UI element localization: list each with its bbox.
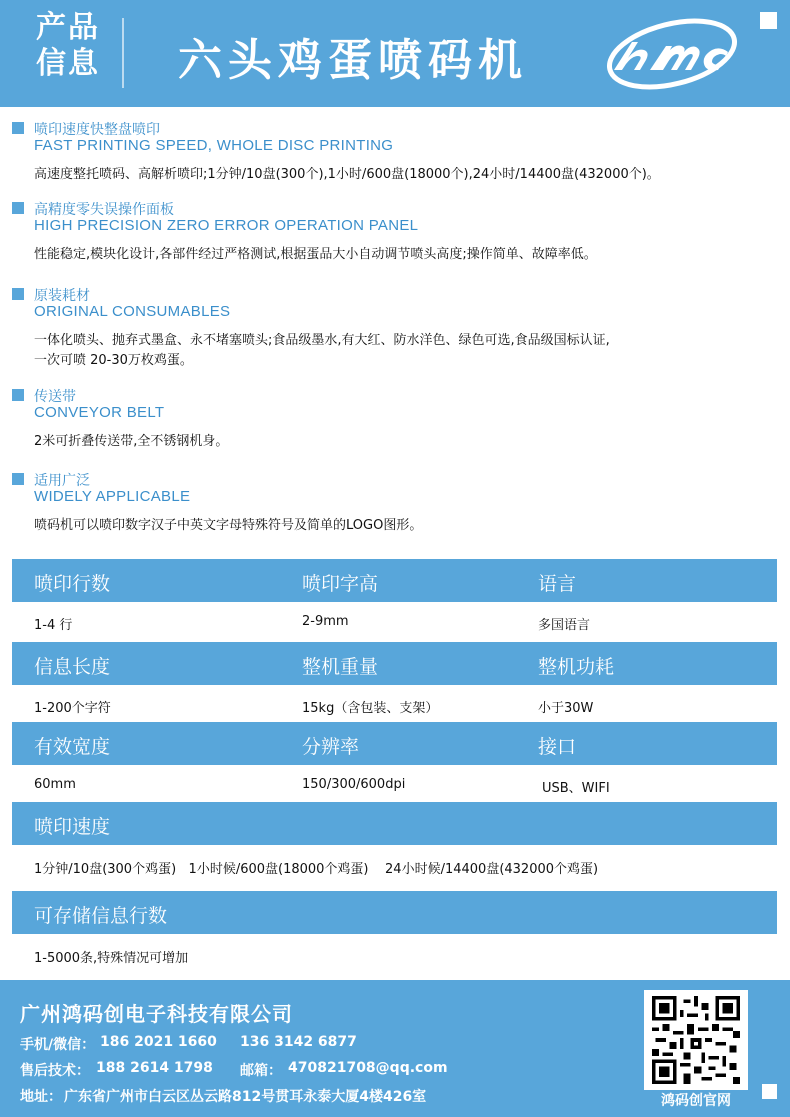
bullet-square-icon — [12, 288, 24, 300]
spec-header-cell: 语言 — [538, 573, 577, 595]
spec-header-row — [12, 722, 777, 765]
description-line: 一次可喷 20-30万枚鸡蛋。 — [34, 353, 193, 368]
feature-cn-title: 喷印速度快整盘喷印 — [34, 122, 160, 138]
footer-contact — [0, 980, 790, 1117]
address-text: 广东省广州市白云区丛云路812号贯耳永泰大厦4楼426室 — [64, 1089, 427, 1105]
corner-square — [762, 1084, 777, 1099]
spec-header-cell: 整机功耗 — [538, 656, 615, 678]
product-info-tag — [36, 10, 100, 82]
page-title: 六头鸡蛋喷码机 — [178, 35, 528, 86]
qr-code-frame — [644, 990, 748, 1090]
spec-value-row — [12, 614, 777, 634]
feature-cn-title: 适用广泛 — [34, 473, 90, 489]
spec-header-cell: 整机重量 — [302, 656, 379, 678]
description-line: 一体化喷头、抛弃式墨盒、永不堵塞喷头;食品级墨水,有大红、防水洋色、绿色可选,食品级国标认证, — [34, 333, 610, 348]
feature-description — [34, 432, 228, 452]
qr-code-label: 鸿码创官网 — [661, 1093, 731, 1109]
feature-description — [34, 516, 422, 536]
feature-en-title: FAST PRINTING SPEED, WHOLE DISC PRINTING — [34, 137, 394, 154]
spec-value-row — [12, 777, 777, 797]
spec-value-cell: 1-4 行 — [34, 618, 73, 633]
bullet-square-icon — [12, 389, 24, 401]
phone-number-2[interactable]: 136 3142 6877 — [240, 1034, 357, 1050]
spec-value-cell: 1分钟/10盘(300个鸡蛋) 1小时候/600盘(18000个鸡蛋) 24小时候/14400盘(432000个鸡蛋) — [34, 862, 599, 877]
phone-label: 手机/微信： — [20, 1037, 96, 1053]
email-label: 邮箱： — [240, 1063, 282, 1079]
spec-value-cell: 1-200个字符 — [34, 701, 111, 716]
hmc-logo-icon — [592, 12, 752, 96]
feature-en-title: ORIGINAL CONSUMABLES — [34, 303, 231, 320]
spec-value-cell: 15kg（含包装、支架） — [302, 701, 439, 716]
spec-value-cell: USB、WIFI — [542, 781, 610, 796]
feature-en-title: WIDELY APPLICABLE — [34, 488, 191, 505]
spec-header-cell: 可存储信息行数 — [34, 905, 168, 927]
feature-cn-title: 高精度零失误操作面板 — [34, 202, 174, 218]
feature-cn-title: 原装耗材 — [34, 288, 90, 304]
spec-header-cell: 喷印行数 — [34, 573, 111, 595]
qr-code-icon[interactable] — [652, 996, 740, 1084]
address-label: 地址： — [20, 1089, 62, 1105]
spec-value-cell: 150/300/600dpi — [302, 777, 406, 792]
company-name: 广州鸿码创电子科技有限公司 — [20, 1002, 293, 1026]
spec-value-cell: 小于30W — [538, 701, 594, 716]
spec-value-cell: 多国语言 — [538, 618, 591, 633]
description-line: 性能稳定,模块化设计,各部件经过严格测试,根据蛋品大小自动调节喷头高度;操作简单、故障率低。 — [34, 247, 597, 262]
spec-header-cell: 分辨率 — [302, 736, 360, 758]
tag-line-2: 信息 — [36, 46, 100, 81]
email-address[interactable]: 470821708@qq.com — [288, 1060, 448, 1076]
bullet-square-icon — [12, 122, 24, 134]
feature-description — [34, 331, 610, 371]
spec-value-cell: 1-5000条,特殊情况可增加 — [34, 951, 189, 966]
spec-value-cell: 60mm — [34, 777, 76, 792]
feature-description — [34, 245, 597, 265]
spec-header-cell: 喷印速度 — [34, 816, 111, 838]
spec-header-cell: 喷印字高 — [302, 573, 379, 595]
tag-line-1: 产品 — [36, 10, 100, 45]
support-phone[interactable]: 188 2614 1798 — [96, 1060, 213, 1076]
spec-header-cell: 有效宽度 — [34, 736, 111, 758]
spec-header-row — [12, 891, 777, 934]
phone-number-1[interactable]: 186 2021 1660 — [100, 1034, 217, 1050]
spec-header-row — [12, 559, 777, 602]
header-divider — [122, 18, 124, 88]
spec-header-row — [12, 802, 777, 845]
spec-header-cell: 接口 — [538, 736, 577, 758]
bullet-square-icon — [12, 202, 24, 214]
spec-value-row — [12, 947, 777, 967]
bullet-square-icon — [12, 473, 24, 485]
feature-en-title: HIGH PRECISION ZERO ERROR OPERATION PANEL — [34, 217, 419, 234]
feature-en-title: CONVEYOR BELT — [34, 404, 165, 421]
feature-description — [34, 165, 660, 185]
feature-cn-title: 传送带 — [34, 389, 76, 405]
spec-header-row — [12, 642, 777, 685]
description-line: 2米可折叠传送带,全不锈钢机身。 — [34, 434, 229, 449]
spec-value-row — [12, 858, 777, 878]
description-line: 高速度整托喷码、高解析喷印;1分钟/10盘(300个),1小时/600盘(18000个),24小时/14400盘(432000个)。 — [34, 167, 660, 182]
description-line: 喷码机可以喷印数字汉子中英文字母特殊符号及简单的LOGO图形。 — [34, 518, 423, 533]
spec-value-cell: 2-9mm — [302, 614, 349, 629]
support-label: 售后技术： — [20, 1063, 90, 1079]
corner-square — [760, 12, 777, 29]
header-banner — [0, 0, 790, 107]
spec-value-row — [12, 697, 777, 717]
spec-header-cell: 信息长度 — [34, 656, 111, 678]
